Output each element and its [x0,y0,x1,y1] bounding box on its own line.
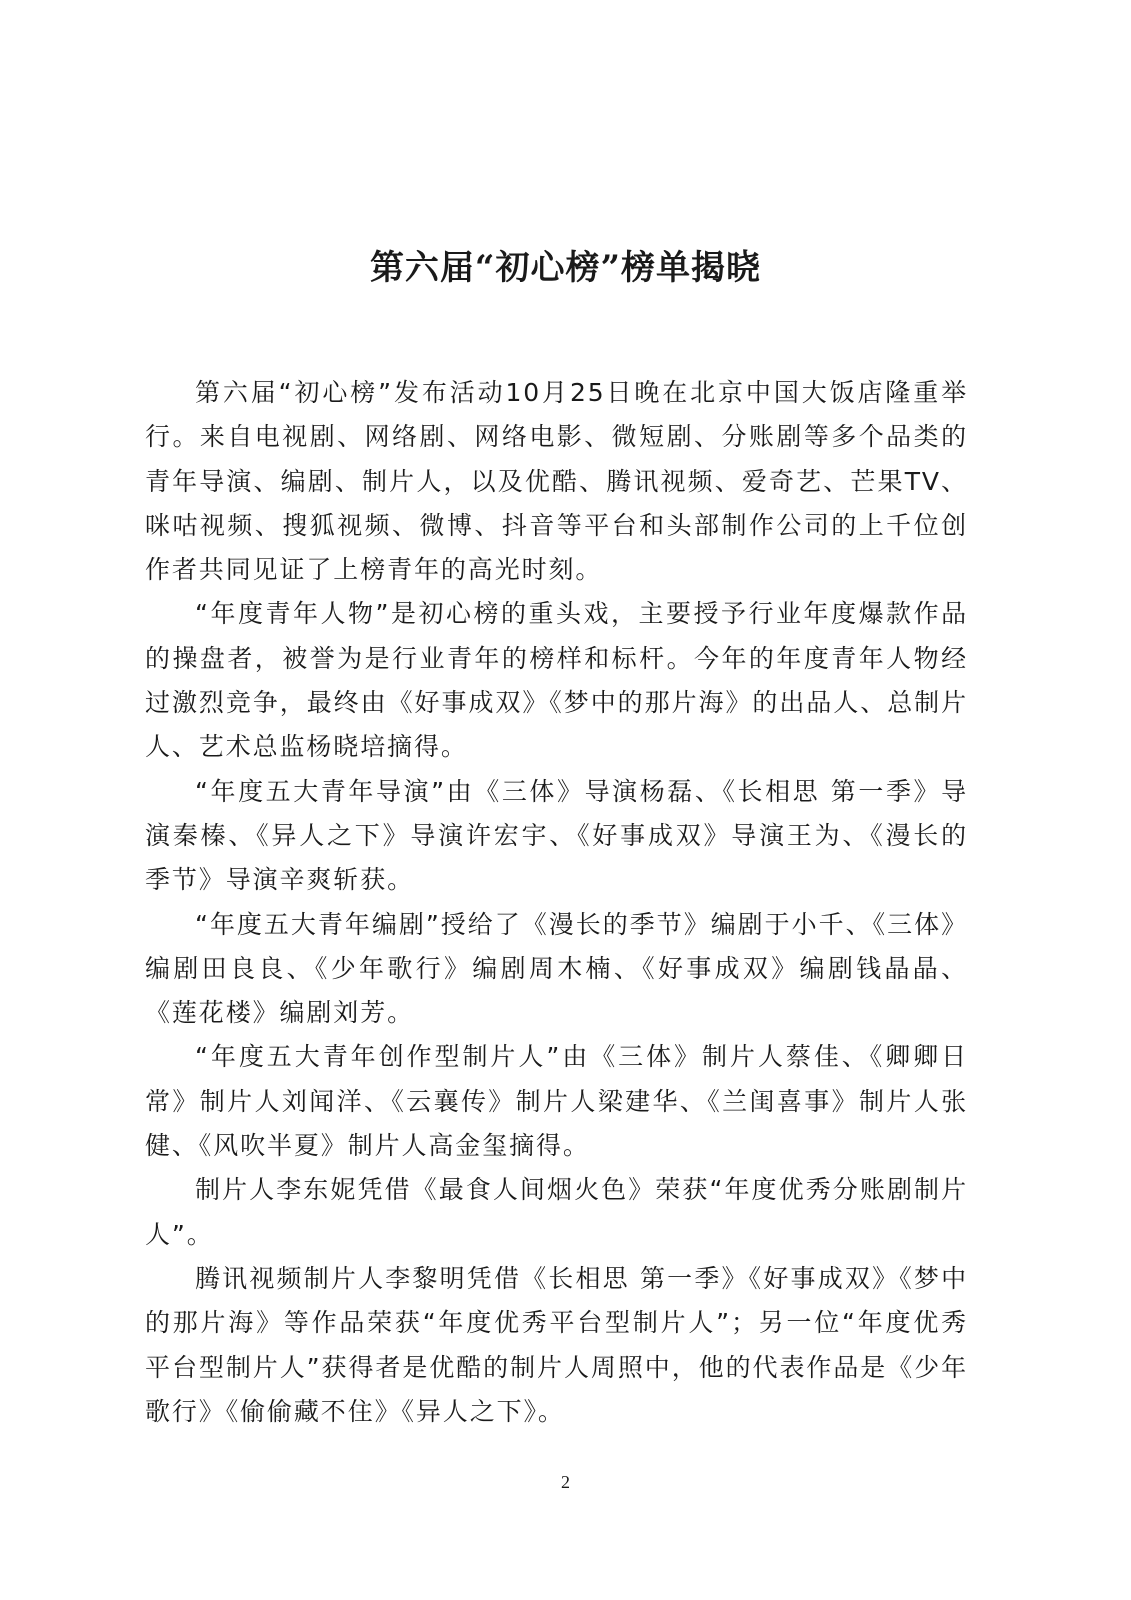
document-title: 第六届“初心榜”榜单揭晓 [369,248,762,288]
paragraph: “年度五大青年创作型制片人”由《三体》制片人蔡佳、《卿卿日常》制片人刘闻洋、《云襄传》制片人梁建华、《兰闺喜事》制片人张健、《风吹半夏》制片人高金玺摘得。 [145,1042,968,1161]
paragraph: “年度青年人物”是初心榜的重头戏，主要授予行业年度爆款作品的操盘者，被誉为是行业青年的榜样和标杆。今年的年度青年人物经过激烈竞争，最终由《好事成双》《梦中的那片海》的出品人、总制片人、艺术总监杨晓培摘得。 [145,599,968,762]
paragraph: “年度五大青年导演”由《三体》导演杨磊、《长相思 第一季》导演秦榛、《异人之下》导演许宏宇、《好事成双》导演王为、《漫长的季节》导演辛爽斩获。 [145,776,968,895]
paragraph: 制片人李东妮凭借《最食人间烟火色》荣获“年度优秀分账剧制片人”。 [145,1175,968,1249]
paragraph: 腾讯视频制片人李黎明凭借《长相思 第一季》《好事成双》《梦中的那片海》等作品荣获“年度优秀平台型制片人”；另一位“年度优秀平台型制片人”获得者是优酷的制片人周照中，他的代表作品是《少年歌行》《偷偷藏不住》《异人之下》。 [145,1263,968,1426]
document-body [145,371,968,1434]
paragraph: “年度五大青年编剧”授给了《漫长的季节》编剧于小千、《三体》编剧田良良、《少年歌行》编剧周木楠、《好事成双》编剧钱晶晶、《莲花楼》编剧刘芳。 [145,909,968,1028]
paragraph: 第六届“初心榜”发布活动10月25日晚在北京中国大饭店隆重举行。来自电视剧、网络剧、网络电影、微短剧、分账剧等多个品类的青年导演、编剧、制片人，以及优酷、腾讯视频、爱奇艺、芒果TV、咪咕视频、搜狐视频、微博、抖音等平台和头部制作公司的上千位创作者共同见证了上榜青年的高光时刻。 [145,378,968,585]
page-number: 2 [561,1472,570,1492]
